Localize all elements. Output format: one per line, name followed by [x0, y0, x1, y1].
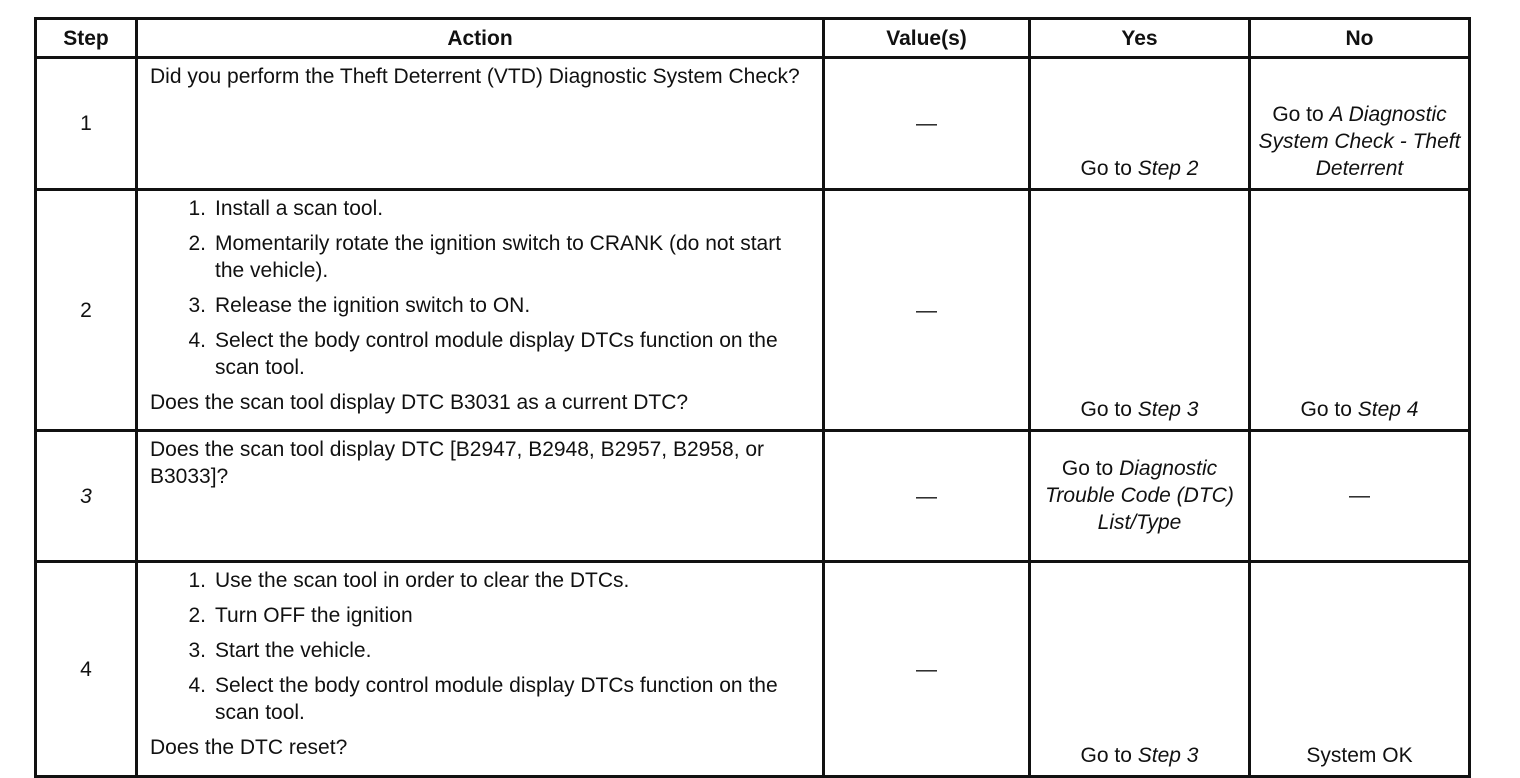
yes-link[interactable]: Step 3 [1137, 398, 1199, 421]
step-number: 2 [36, 190, 137, 431]
no-prefix: Go to [1300, 398, 1352, 421]
substep-text: Turn OFF the ignition [215, 604, 413, 627]
substep-number: 4. [188, 674, 206, 697]
value-dash: — [916, 112, 937, 135]
substep-text: Start the vehicle. [215, 639, 372, 662]
list-item [150, 230, 812, 284]
yes-prefix: Go to [1061, 456, 1114, 480]
action-question: Does the scan tool display DTC [B2947, B2948, B2957, B2958, or B3033]? [150, 438, 765, 488]
no-prefix: Go to [1272, 103, 1324, 126]
no-link[interactable]: Step 4 [1357, 398, 1419, 421]
action-cell [137, 431, 824, 562]
no-cell [1250, 562, 1470, 777]
yes-prefix: Go to [1080, 398, 1132, 421]
list-item [150, 637, 812, 664]
header-yes: Yes [1030, 19, 1250, 58]
substep-text: Install a scan tool. [215, 197, 384, 220]
yes-prefix: Go to [1080, 157, 1132, 180]
yes-link[interactable]: Step 3 [1137, 744, 1199, 767]
list-item [150, 672, 812, 726]
action-cell [137, 190, 824, 431]
action-question: Did you perform the Theft Deterrent (VTD) Diagnostic System Check? [150, 65, 800, 88]
no-result: System OK [1306, 744, 1413, 767]
diagnostic-table [34, 17, 1471, 778]
table-row [36, 562, 1470, 777]
value-dash: — [916, 657, 937, 681]
no-cell [1250, 431, 1470, 562]
no-cell [1250, 190, 1470, 431]
value-cell [824, 58, 1030, 190]
list-item [150, 195, 812, 222]
header-no: No [1250, 19, 1470, 58]
step-number: 1 [36, 58, 137, 190]
action-cell [137, 562, 824, 777]
substep-number: 1. [188, 569, 206, 592]
header-row [36, 19, 1470, 58]
no-dash: — [1349, 483, 1370, 507]
substep-number: 4. [188, 329, 206, 352]
yes-link[interactable]: Diagnostic Trouble Code (DTC) List/Type [1045, 456, 1234, 534]
substep-number: 3. [188, 639, 206, 662]
table-row [36, 431, 1470, 562]
no-cell [1250, 58, 1470, 190]
list-item [150, 602, 812, 629]
substep-text: Momentarily rotate the ignition switch to CRANK (do not start the vehicle). [215, 232, 782, 282]
substep-number: 1. [188, 197, 206, 220]
list-item [150, 327, 812, 381]
yes-link[interactable]: Step 2 [1137, 157, 1199, 180]
table-row [36, 190, 1470, 431]
substep-number: 2. [188, 232, 206, 255]
header-step: Step [36, 19, 137, 58]
value-dash: — [916, 298, 937, 322]
header-values: Value(s) [824, 19, 1030, 58]
action-cell [137, 58, 824, 190]
list-item [150, 567, 812, 594]
yes-cell [1030, 190, 1250, 431]
substep-text: Select the body control module display DTCs function on the scan tool. [215, 329, 778, 379]
list-item [150, 292, 812, 319]
value-cell [824, 190, 1030, 431]
yes-prefix: Go to [1080, 744, 1132, 767]
step-number: 3 [36, 431, 137, 562]
yes-cell [1030, 431, 1250, 562]
header-action: Action [137, 19, 824, 58]
table-row [36, 58, 1470, 190]
action-question: Does the scan tool display DTC B3031 as a current DTC? [150, 391, 689, 414]
substep-list [150, 195, 812, 381]
substep-text: Release the ignition switch to ON. [215, 294, 531, 317]
yes-cell [1030, 58, 1250, 190]
value-dash: — [916, 484, 937, 508]
substep-list [150, 567, 812, 726]
substep-text: Select the body control module display DTCs function on the scan tool. [215, 674, 778, 724]
step-number: 4 [36, 562, 137, 777]
no-link[interactable]: A Diagnostic System Check - Theft Deterrent [1258, 103, 1461, 180]
yes-cell [1030, 562, 1250, 777]
substep-number: 2. [188, 604, 206, 627]
value-cell [824, 431, 1030, 562]
value-cell [824, 562, 1030, 777]
substep-number: 3. [188, 294, 206, 317]
substep-text: Use the scan tool in order to clear the DTCs. [215, 569, 630, 592]
action-question: Does the DTC reset? [150, 736, 348, 759]
